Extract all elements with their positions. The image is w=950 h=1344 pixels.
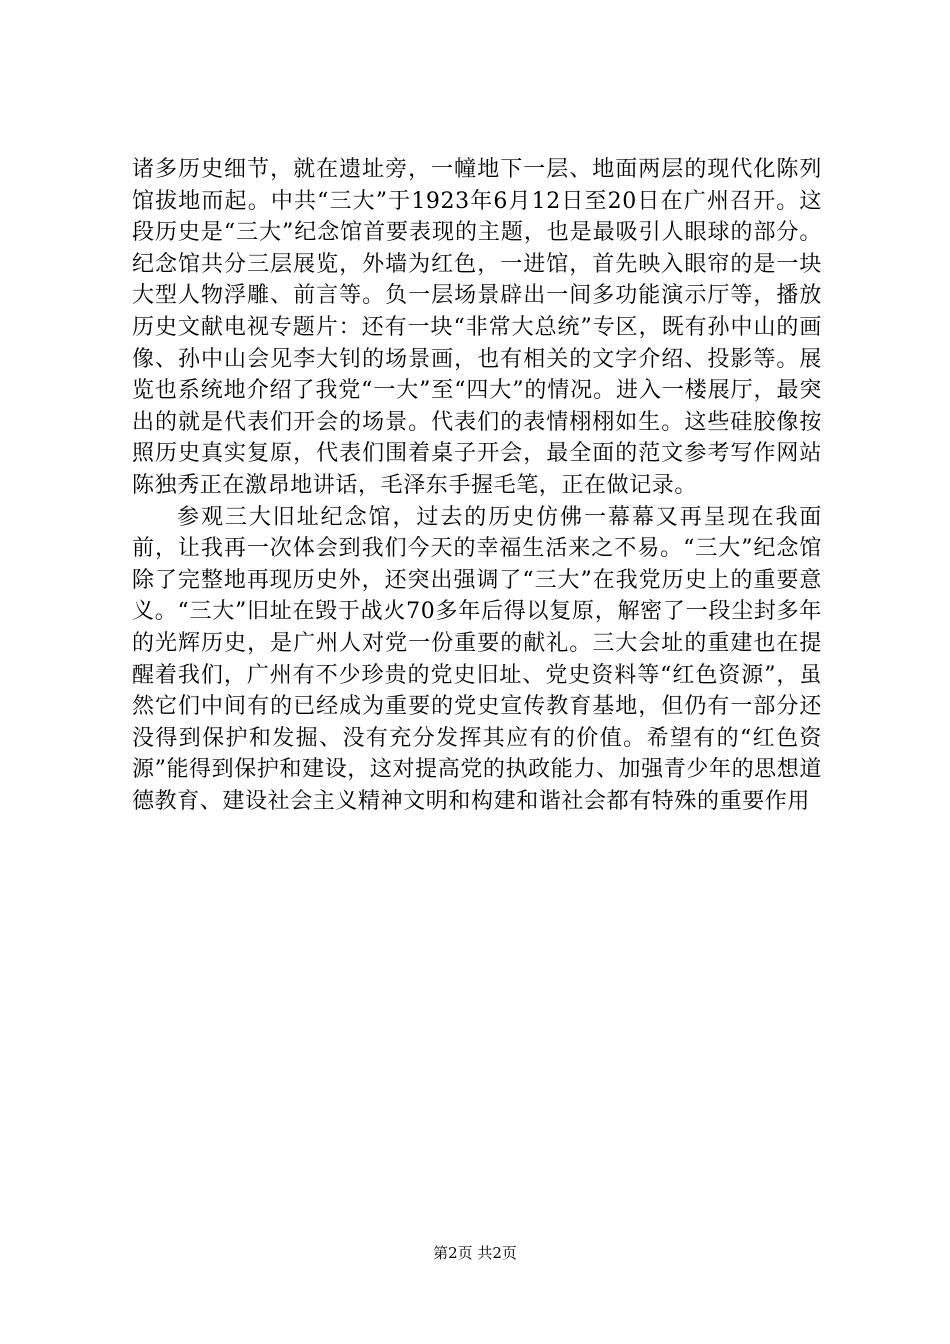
paragraph-1: 诸多历史细节，就在遗址旁，一幢地下一层、地面两层的现代化陈列馆拔地而起。中共“三大”于1923年6月12日至20日在广州召开。这段历史是“三大”纪念馆首要表现的主题，也是最吸引人眼球的部分。纪念馆共分三层展览，外墙为红色，一进馆，首先映入眼帘的是一块大型人物浮雕、前言等。负一层场景辟出一间多功能演示厅等，播放历史文献电视专题片：还有一块“非常大总统”专区，既有孙中山的画像、孙中山会见李大钊的场景画，也有相关的文字介绍、投影等。展览也系统地介绍了我党“一大”至“四大”的情况。进入一楼展厅，最突出的就是代表们开会的场景。代表们的表情栩栩如生。这些硅胶像按照历史真实复原，代表们围着桌子开会，最全面的范文参考写作网站陈独秀正在激昂地讲话，毛泽东手握毛笔，正在做记录。 (132, 157, 822, 498)
page-number: 第2页 (433, 1244, 473, 1262)
paragraph-2: 参观三大旧址纪念馆，过去的历史仿佛一幕幕又再呈现在我面前，让我再一次体会到我们今天的幸福生活来之不易。“三大”纪念馆除了完整地再现历史外，还突出强调了“三大”在我党历史上的重要意义。“三大”旧址在毁于战火70多年后得以复原，解密了一段尘封多年的光辉历史，是广州人对党一份重要的献礼。三大会址的重建也在提醒着我们，广州有不少珍贵的党史旧址、党史资料等“红色资源”，虽然它们中间有的已经成为重要的党史宣传教育基地，但仍有一部分还没得到保护和发掘、没有充分发挥其应有的价值。希望有的“红色资源”能得到保护和建设，这对提高党的执政能力、加强青少年的思想道德教育、建设社会主义精神文明和构建和谐社会都有特殊的重要作用 (132, 504, 822, 814)
document-body (132, 154, 822, 817)
page-footer (0, 1243, 950, 1263)
page-total: 共2页 (477, 1244, 517, 1262)
